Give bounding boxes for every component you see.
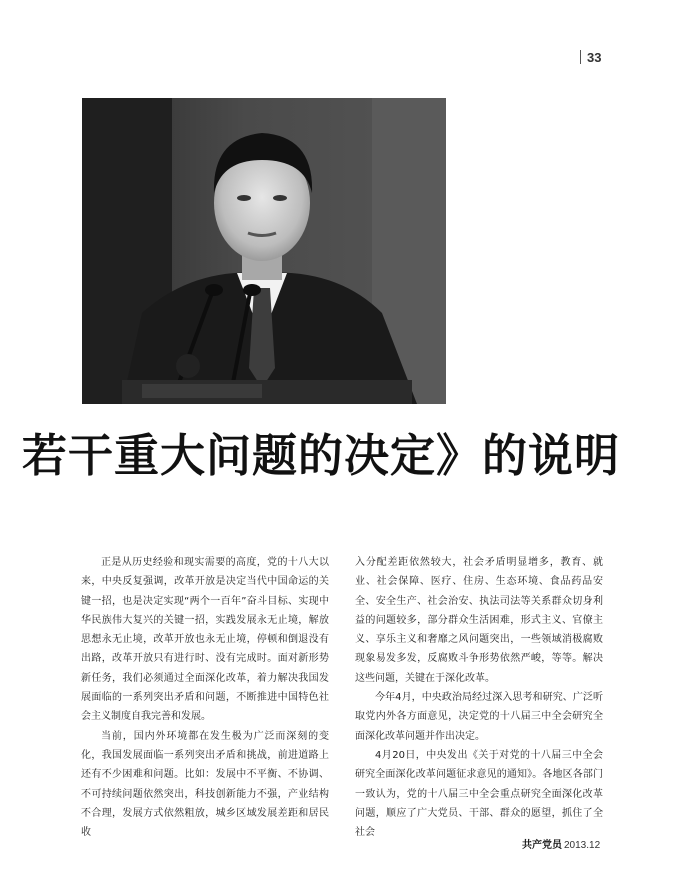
page-number-text: 33	[587, 50, 602, 65]
article-headline: 若干重大问题的决定》的说明	[22, 429, 621, 482]
masthead-logo: 共产党员	[522, 840, 562, 851]
page-number-divider	[580, 50, 581, 64]
page-number	[580, 50, 601, 65]
issue-number: 2013.12	[564, 840, 601, 851]
portrait-photo-icon	[82, 98, 446, 404]
paragraph: 今年4月，中央政治局经过深入思考和研究、广泛听取党内外各方面意见，决定党的十八届三中全会研究全面深化改革问题并作出决定。	[355, 692, 603, 742]
paragraph: 4月20日，中央发出《关于对党的十八届三中全会研究全面深化改革问题征求意见的通知》。各地区各部门一致认为，党的十八届三中全会重点研究全面深化改革问题，顺应了广大党员、干部、群众的愿望，抓住了全社会	[355, 749, 603, 839]
body-column-left	[81, 553, 329, 842]
speaker-photo	[82, 98, 446, 404]
paragraph: 正是从历史经验和现实需要的高度，党的十八大以来，中央反复强调，改革开放是决定当代中国命运的关键一招，也是决定实现“两个一百年”奋斗目标、实现中华民族伟大复兴的关键一招，实践发展永无止境，解放思想永无止境，改革开放也永无止境，停顿和倒退没有出路，改革开放只有进行时、没有完成时。面对新形势新任务，我们必须通过全面深化改革，着力解决我国发展面临的一系列突出矛盾和问题，不断推进中国特色社会主义制度自我完善和发展。	[81, 557, 329, 723]
body-column-right	[355, 553, 603, 842]
paragraph: 入分配差距依然较大，社会矛盾明显增多，教育、就业、社会保障、医疗、住房、生态环境、食品药品安全、安全生产、社会治安、执法司法等关系群众切身利益的问题较多，部分群众生活困难，形式主义、官僚主义、享乐主义和奢靡之风问题突出，一些领域消极腐败现象易发多发，反腐败斗争形势依然严峻，等等。解决这些问题，关键在于深化改革。	[355, 557, 603, 684]
page-footer	[522, 836, 600, 851]
paragraph: 当前，国内外环境都在发生极为广泛而深刻的变化，我国发展面临一系列突出矛盾和挑战，前进道路上还有不少困难和问题。比如：发展中不平衡、不协调、不可持续问题依然突出，科技创新能力不强，产业结构不合理，发展方式依然粗放，城乡区域发展差距和居民收	[81, 730, 329, 839]
